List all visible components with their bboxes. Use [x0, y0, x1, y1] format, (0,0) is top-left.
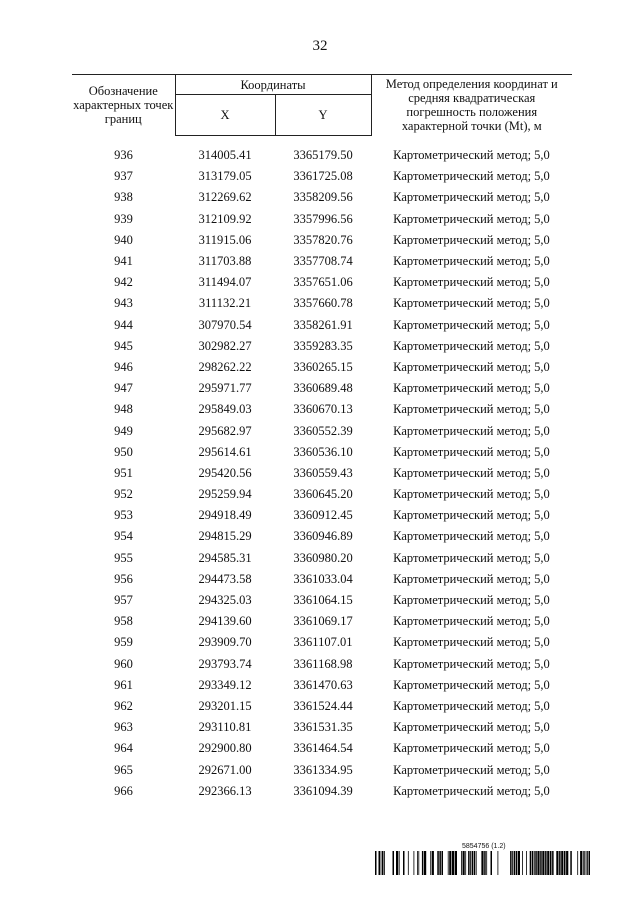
y-coordinate: 3361725.08 [293, 169, 353, 184]
y-coordinate: 3361464.54 [293, 741, 353, 756]
point-number: 948 [114, 402, 133, 417]
method: Картометрический метод; 5,0 [393, 317, 550, 332]
point-number: 937 [114, 169, 133, 184]
y-coordinate: 3360670.13 [293, 402, 353, 417]
point-number: 950 [114, 444, 133, 459]
point-number: 945 [114, 338, 133, 353]
x-coordinate: 313179.05 [198, 169, 252, 184]
point-number: 942 [114, 275, 133, 290]
table-row [72, 738, 572, 759]
table-row [72, 611, 572, 632]
table-row [72, 717, 572, 738]
point-number: 946 [114, 359, 133, 374]
method: Картометрический метод; 5,0 [393, 487, 550, 502]
x-coordinate: 295614.61 [198, 444, 252, 459]
table-row [72, 696, 572, 717]
method: Картометрический метод; 5,0 [393, 190, 550, 205]
y-coordinate: 3360536.10 [293, 444, 353, 459]
x-coordinate: 294139.60 [198, 614, 252, 629]
y-coordinate: 3360265.15 [293, 359, 353, 374]
point-number: 956 [114, 571, 133, 586]
method: Картометрический метод; 5,0 [393, 762, 550, 777]
point-number: 940 [114, 232, 133, 247]
point-number: 939 [114, 211, 133, 226]
x-coordinate: 298262.22 [198, 359, 252, 374]
y-header: Y [275, 95, 371, 136]
y-coordinate: 3357660.78 [293, 296, 353, 311]
method: Картометрический метод; 5,0 [393, 508, 550, 523]
table-row [72, 759, 572, 780]
y-coordinate: 3357708.74 [293, 254, 353, 269]
x-coordinate: 312109.92 [198, 211, 252, 226]
y-coordinate: 3361470.63 [293, 677, 353, 692]
method: Картометрический метод; 5,0 [393, 614, 550, 629]
x-header: X [175, 95, 275, 136]
table-body [72, 136, 572, 802]
y-coordinate: 3358209.56 [293, 190, 353, 205]
table-row [72, 463, 572, 484]
method: Картометрический метод; 5,0 [393, 465, 550, 480]
y-coordinate: 3357820.76 [293, 232, 353, 247]
method: Картометрический метод; 5,0 [393, 169, 550, 184]
table-row [72, 484, 572, 505]
table-row [72, 505, 572, 526]
table-row [72, 548, 572, 569]
table-row [72, 654, 572, 675]
method: Картометрический метод; 5,0 [393, 211, 550, 226]
x-coordinate: 311915.06 [198, 232, 252, 247]
point-number: 952 [114, 487, 133, 502]
table-row [72, 590, 572, 611]
y-coordinate: 3360645.20 [293, 487, 353, 502]
method: Картометрический метод; 5,0 [393, 677, 550, 692]
barcode [375, 851, 591, 875]
table-row [72, 420, 572, 441]
y-coordinate: 3361524.44 [293, 698, 353, 713]
method: Картометрический метод; 5,0 [393, 381, 550, 396]
point-number: 966 [114, 783, 133, 798]
method: Картометрический метод; 5,0 [393, 402, 550, 417]
point-number: 960 [114, 656, 133, 671]
method: Картометрический метод; 5,0 [393, 529, 550, 544]
x-coordinate: 293793.74 [198, 656, 252, 671]
method: Картометрический метод; 5,0 [393, 635, 550, 650]
point-number: 943 [114, 296, 133, 311]
x-coordinate: 307970.54 [198, 317, 252, 332]
y-coordinate: 3361094.39 [293, 783, 353, 798]
point-number: 959 [114, 635, 133, 650]
x-coordinate: 311132.21 [198, 296, 252, 311]
point-number: 963 [114, 720, 133, 735]
method: Картометрический метод; 5,0 [393, 296, 550, 311]
x-coordinate: 295849.03 [198, 402, 252, 417]
point-number: 949 [114, 423, 133, 438]
x-coordinate: 292900.80 [198, 741, 252, 756]
table-row [72, 209, 572, 230]
y-coordinate: 3357651.06 [293, 275, 353, 290]
method: Картометрический метод; 5,0 [393, 720, 550, 735]
y-coordinate: 3361531.35 [293, 720, 353, 735]
x-coordinate: 312269.62 [198, 190, 252, 205]
point-number: 964 [114, 741, 133, 756]
table-row [72, 632, 572, 653]
y-coordinate: 3360980.20 [293, 550, 353, 565]
x-coordinate: 294473.58 [198, 571, 252, 586]
point-number: 951 [114, 465, 133, 480]
x-coordinate: 311494.07 [198, 275, 252, 290]
table-row [72, 293, 572, 314]
x-coordinate: 294815.29 [198, 529, 252, 544]
x-coordinate: 295259.94 [198, 487, 252, 502]
y-coordinate: 3360946.89 [293, 529, 353, 544]
y-coordinate: 3361168.98 [293, 656, 353, 671]
table-row [72, 187, 572, 208]
method: Картометрический метод; 5,0 [393, 656, 550, 671]
y-coordinate: 3361107.01 [293, 635, 353, 650]
method-header: Метод определения координат и средняя квадратическая погрешность положения характерной точки (Mt), м [371, 75, 572, 136]
x-coordinate: 294918.49 [198, 508, 252, 523]
table-row [72, 315, 572, 336]
table-row [72, 526, 572, 547]
x-coordinate: 292366.13 [198, 783, 252, 798]
table-row [72, 166, 572, 187]
x-coordinate: 293201.15 [198, 698, 252, 713]
table-row [72, 399, 572, 420]
table-row [72, 569, 572, 590]
y-coordinate: 3360912.45 [293, 508, 353, 523]
point-number: 958 [114, 614, 133, 629]
table-row [72, 442, 572, 463]
table-row [72, 378, 572, 399]
method: Картометрический метод; 5,0 [393, 338, 550, 353]
table-row [72, 230, 572, 251]
method: Картометрический метод; 5,0 [393, 148, 550, 163]
method: Картометрический метод; 5,0 [393, 359, 550, 374]
method: Картометрический метод; 5,0 [393, 571, 550, 586]
point-number: 962 [114, 698, 133, 713]
method: Картометрический метод; 5,0 [393, 783, 550, 798]
x-coordinate: 314005.41 [198, 148, 252, 163]
x-coordinate: 295971.77 [198, 381, 252, 396]
method: Картометрический метод; 5,0 [393, 550, 550, 565]
point-number: 953 [114, 508, 133, 523]
point-number: 941 [114, 254, 133, 269]
y-coordinate: 3361033.04 [293, 571, 353, 586]
point-number: 947 [114, 381, 133, 396]
point-number: 965 [114, 762, 133, 777]
points-header: Обозначение характерных точек границ [72, 75, 175, 136]
method: Картометрический метод; 5,0 [393, 232, 550, 247]
method: Картометрический метод; 5,0 [393, 254, 550, 269]
y-coordinate: 3360689.48 [293, 381, 353, 396]
x-coordinate: 293349.12 [198, 677, 252, 692]
method: Картометрический метод; 5,0 [393, 423, 550, 438]
y-coordinate: 3360552.39 [293, 423, 353, 438]
x-coordinate: 294325.03 [198, 593, 252, 608]
table-row [72, 251, 572, 272]
point-number: 957 [114, 593, 133, 608]
x-coordinate: 292671.00 [198, 762, 252, 777]
point-number: 938 [114, 190, 133, 205]
y-coordinate: 3359283.35 [293, 338, 353, 353]
spacer-row [72, 136, 572, 146]
method: Картометрический метод; 5,0 [393, 275, 550, 290]
point-number: 961 [114, 677, 133, 692]
y-coordinate: 3358261.91 [293, 317, 353, 332]
x-coordinate: 302982.27 [198, 338, 252, 353]
method: Картометрический метод; 5,0 [393, 698, 550, 713]
point-number: 955 [114, 550, 133, 565]
table-row [72, 675, 572, 696]
point-number: 954 [114, 529, 133, 544]
point-number: 936 [114, 148, 133, 163]
method: Картометрический метод; 5,0 [393, 741, 550, 756]
y-coordinate: 3361064.15 [293, 593, 353, 608]
method: Картометрический метод; 5,0 [393, 593, 550, 608]
y-coordinate: 3361069.17 [293, 614, 353, 629]
y-coordinate: 3365179.50 [293, 148, 353, 163]
table-row [72, 336, 572, 357]
x-coordinate: 295682.97 [198, 423, 252, 438]
y-coordinate: 3361334.95 [293, 762, 353, 777]
y-coordinate: 3357996.56 [293, 211, 353, 226]
x-coordinate: 293110.81 [198, 720, 252, 735]
method: Картометрический метод; 5,0 [393, 444, 550, 459]
coordinates-header: Координаты [175, 75, 371, 95]
x-coordinate: 311703.88 [198, 254, 252, 269]
barcode-label: 5854756 (1.2) [462, 843, 506, 850]
table-row [72, 781, 572, 802]
x-coordinate: 295420.56 [198, 465, 252, 480]
table-row [72, 272, 572, 293]
table-row [72, 357, 572, 378]
y-coordinate: 3360559.43 [293, 465, 353, 480]
coordinates-table [72, 74, 572, 802]
point-number: 944 [114, 317, 133, 332]
x-coordinate: 293909.70 [198, 635, 252, 650]
x-coordinate: 294585.31 [198, 550, 252, 565]
table-row [72, 145, 572, 166]
page-number: 32 [312, 38, 328, 54]
